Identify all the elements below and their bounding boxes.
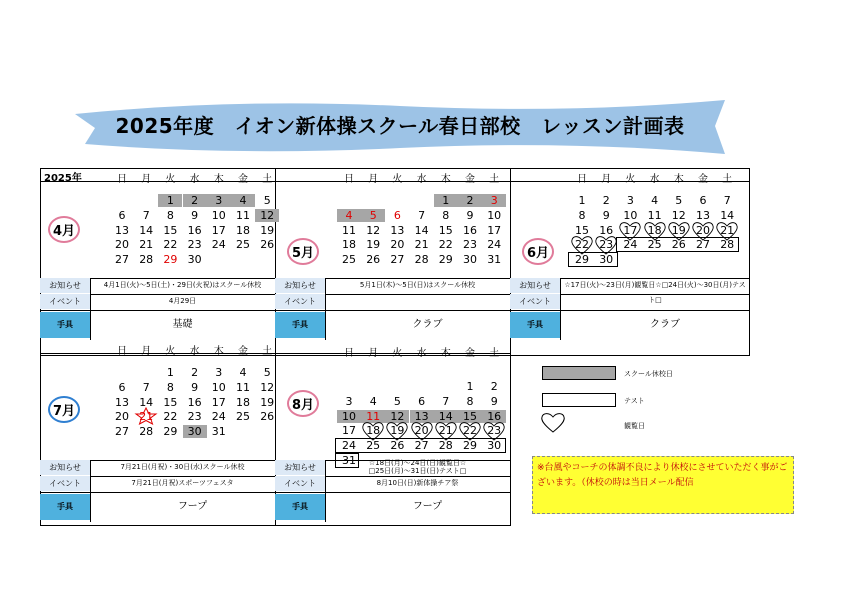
tools-text: クラブ [412, 319, 443, 330]
weekday-label: 日 [344, 174, 354, 185]
calendar-day: 12 [671, 208, 686, 222]
calendar-day: 30 [187, 253, 202, 267]
legend-closed-swatch [542, 366, 616, 380]
star-icon [133, 407, 159, 425]
weekday-label: 月 [601, 174, 612, 185]
calendar-day: 2 [458, 194, 482, 207]
weekday-label: 月 [141, 174, 152, 185]
event-label: イベント [40, 294, 90, 309]
weekday-label: 水 [649, 174, 660, 185]
calendar-day: 18 [236, 223, 250, 237]
calendar-day: 23 [187, 410, 202, 424]
calendar-day: 8 [578, 208, 586, 222]
calendar-day: 4 [231, 194, 255, 207]
calendar-day: 6 [699, 194, 707, 207]
calendar-day: 14 [139, 395, 154, 409]
event-text: 4月29日 [168, 297, 197, 305]
calendar-day: 16 [187, 395, 202, 409]
calendar-day: 20 [414, 424, 429, 438]
calendar-day: 7 [142, 380, 150, 394]
calendar-day: 22 [438, 238, 453, 252]
calendar-day: 18 [366, 424, 381, 438]
calendar-day: 20 [115, 238, 129, 252]
weekday-label: 水 [189, 346, 200, 357]
label-divider [90, 278, 91, 340]
calendar-day: 1 [158, 194, 182, 207]
calendar-day: 7 [418, 208, 426, 222]
event-text: 7月21日(月祝)スポーツフェスタ [131, 479, 234, 487]
calendar-day: 26 [260, 410, 275, 424]
calendar-day: 23 [487, 424, 502, 438]
calendar-day: 10 [337, 410, 361, 423]
info-line [275, 310, 510, 311]
calendar-day: 1 [466, 380, 474, 393]
tools-label: 手具 [510, 312, 560, 338]
calendar-day: 10 [487, 208, 502, 222]
calendar-day: 3 [482, 194, 506, 207]
tools-text: フープ [177, 501, 208, 512]
calendar-day: 10 [623, 208, 638, 222]
calendar-day: 23 [463, 238, 477, 252]
weekday-label: 木 [213, 346, 224, 357]
weekday-label: 土 [262, 346, 273, 357]
calendar-day: 5 [263, 194, 271, 207]
calendar-day: 28 [414, 253, 429, 267]
calendar-day: 21 [720, 223, 735, 237]
calendar-day: 25 [366, 439, 381, 453]
weekday-label: 月 [368, 348, 379, 359]
calendar-day: 15 [575, 223, 589, 237]
calendar-day: 1 [578, 194, 586, 207]
calendar-day: 1 [166, 366, 174, 379]
weekday-label: 土 [262, 174, 273, 185]
calendar-day: 9 [602, 208, 610, 222]
calendar-day: 8 [166, 208, 174, 222]
calendar-day: 21 [139, 238, 154, 252]
month-badge: 7月 [48, 396, 80, 423]
calendar-day: 27 [414, 439, 429, 453]
calendar-day: 4 [369, 394, 377, 408]
calendar-day: 24 [342, 439, 356, 453]
calendar-day: 21 [438, 424, 453, 438]
event-label: イベント [275, 294, 325, 309]
calendar-day: 29 [463, 439, 477, 453]
calendar-day: 24 [623, 238, 638, 252]
header-underline [40, 353, 275, 354]
calendar-day: 2 [183, 194, 207, 207]
test-box [568, 252, 618, 267]
calendar-day: 12 [385, 410, 409, 423]
weekday-label: 金 [465, 348, 475, 359]
calendar-day: 24 [487, 238, 502, 252]
weekday-label: 月 [368, 174, 379, 185]
calendar-day: 21 [414, 238, 429, 252]
weekday-label: 金 [238, 346, 248, 357]
calendar-day: 1 [434, 194, 458, 207]
calendar-day: 14 [139, 223, 154, 237]
calendar-day: 15 [163, 223, 178, 237]
calendar-day: 15 [458, 410, 482, 423]
calendar-day: 5 [361, 209, 385, 222]
calendar-day: 26 [671, 238, 686, 252]
tools-label: 手具 [275, 494, 325, 520]
weekday-label: 日 [117, 346, 127, 357]
weekday-label: 木 [440, 174, 451, 185]
calendar-day: 26 [390, 439, 405, 453]
header-underline [510, 181, 750, 182]
calendar-day: 17 [211, 223, 226, 237]
calendar-day: 14 [414, 223, 429, 237]
calendar-day: 28 [139, 253, 154, 267]
calendar-day: 17 [211, 395, 226, 409]
calendar-day: 6 [393, 208, 401, 222]
legend-closed-label: スクール休校日 [624, 370, 673, 378]
calendar-day: 29 [575, 253, 589, 267]
calendar-day: 7 [442, 394, 450, 408]
calendar-day: 3 [215, 366, 223, 379]
calendar-day: 25 [236, 410, 250, 424]
calendar-day: 5 [393, 394, 401, 408]
weekday-label: 火 [165, 346, 176, 357]
weekday-label: 日 [344, 348, 354, 359]
calendar-day: 11 [236, 208, 250, 222]
info-line [40, 310, 275, 311]
calendar-day: 9 [191, 380, 199, 394]
calendar-day: 3 [207, 194, 231, 207]
notice-box: ※台風やコーチの体調不良により休校にさせていただく事がございます。（休校の時は当日メール配信 [532, 456, 794, 514]
calendar-day: 24 [211, 238, 226, 252]
calendar-day: 22 [163, 410, 178, 424]
calendar-day: 27 [390, 253, 405, 267]
calendar-day: 18 [647, 223, 662, 237]
calendar-day: 2 [191, 366, 199, 379]
calendar-day: 16 [187, 223, 202, 237]
calendar-day: 16 [482, 410, 506, 423]
calendar-day: 12 [366, 223, 381, 237]
notice-label: お知らせ [40, 460, 90, 475]
calendar-day: 16 [599, 223, 614, 237]
calendar-day: 19 [671, 223, 686, 237]
notice-text: 4月1日(火)〜5日(土)・29日(火祝)はスクール休校 [103, 281, 262, 289]
calendar-day: 19 [260, 395, 275, 409]
calendar-day: 25 [647, 238, 662, 252]
calendar-day: 23 [599, 238, 614, 252]
weekday-label: 金 [465, 174, 475, 185]
weekday-label: 木 [213, 174, 224, 185]
weekday-label: 水 [416, 348, 427, 359]
notice-text: ☆18日(月)〜24日(日)観覧日☆ [368, 459, 467, 467]
calendar-day: 6 [118, 208, 126, 222]
weekday-label: 木 [673, 174, 684, 185]
label-divider [325, 278, 326, 340]
notice-text: ☆17日(火)〜23日(月)観覧日☆□24日(火)〜30日(月)テスト□ [564, 281, 746, 304]
label-divider [325, 460, 326, 522]
calendar-day: 8 [166, 380, 174, 394]
calendar-day: 30 [487, 439, 502, 453]
weekday-label: 水 [416, 174, 427, 185]
calendar-day: 17 [487, 223, 502, 237]
weekday-label: 金 [698, 174, 708, 185]
calendar-day: 26 [260, 238, 275, 252]
calendar-day: 14 [720, 208, 735, 222]
calendar-day: 11 [236, 380, 250, 394]
header-underline [275, 353, 510, 354]
notice-label: お知らせ [275, 460, 325, 475]
label-divider [560, 278, 561, 340]
label-divider [90, 460, 91, 522]
legend-test-swatch [542, 393, 616, 407]
calendar-day: 6 [418, 394, 426, 408]
weekday-label: 水 [189, 174, 200, 185]
calendar-day: 15 [438, 223, 453, 237]
calendar-day: 2 [490, 380, 498, 393]
weekday-label: 月 [141, 346, 152, 357]
header-underline [275, 181, 510, 182]
weekday-label: 火 [625, 174, 636, 185]
event-text [562, 294, 748, 309]
weekday-label: 土 [489, 174, 500, 185]
calendar-day: 8 [466, 394, 474, 408]
calendar-day: 22 [163, 238, 178, 252]
calendar-day: 25 [342, 253, 356, 267]
notice-label: お知らせ [40, 278, 90, 293]
month-badge: 5月 [287, 238, 319, 265]
calendar-day: 17 [342, 424, 356, 438]
calendar-day: 6 [118, 380, 126, 394]
tools-label: 手具 [40, 312, 90, 338]
info-line [510, 310, 750, 311]
calendar-day: 4 [239, 366, 247, 379]
calendar-day: 28 [139, 425, 154, 439]
weekday-label: 土 [722, 174, 733, 185]
calendar-day: 3 [626, 194, 634, 207]
calendar-day: 28 [720, 238, 735, 252]
test-box [335, 438, 506, 453]
calendar-day: 8 [442, 208, 450, 222]
calendar-day: 30 [183, 425, 207, 438]
notice-label: お知らせ [510, 278, 560, 293]
calendar-day: 20 [390, 238, 405, 252]
calendar-day: 18 [236, 395, 250, 409]
calendar-day: 30 [463, 253, 477, 267]
event-text [327, 294, 508, 309]
calendar-day: 27 [115, 425, 129, 439]
calendar-day: 9 [490, 394, 498, 408]
calendar-day: 4 [651, 194, 659, 207]
test-box [616, 237, 739, 252]
tools-text: 基礎 [172, 319, 193, 330]
calendar-day: 9 [191, 208, 199, 222]
weekday-label: 日 [117, 174, 127, 185]
calendar-day: 23 [187, 238, 202, 252]
calendar-day: 13 [115, 223, 129, 237]
calendar-day: 13 [410, 410, 434, 423]
calendar-day: 26 [366, 253, 381, 267]
page-title: 2025年度 イオン新体操スクール春日部校 レッスン計画表 [115, 114, 685, 138]
tools-text: クラブ [650, 319, 680, 330]
month-badge: 8月 [287, 390, 319, 417]
calendar-day: 5 [675, 194, 683, 207]
tools-label: 手具 [40, 494, 90, 520]
month-badge: 4月 [48, 216, 80, 243]
title-banner [75, 96, 725, 158]
header-underline [40, 181, 275, 182]
weekday-label: 日 [577, 174, 587, 185]
calendar-day: 29 [438, 253, 453, 267]
notice-label: お知らせ [275, 278, 325, 293]
calendar-day: 24 [211, 410, 226, 424]
calendar-day: 28 [438, 439, 453, 453]
info-line [40, 492, 275, 493]
calendar-day: 19 [260, 223, 275, 237]
calendar-day: 13 [390, 223, 405, 237]
info-line [275, 492, 510, 493]
calendar-day: 27 [115, 253, 129, 267]
calendar-day: 13 [115, 395, 129, 409]
calendar-day: 15 [163, 395, 178, 409]
calendar-day: 20 [696, 223, 710, 237]
tools-label: 手具 [275, 312, 325, 338]
event-label: イベント [40, 476, 90, 491]
event-text: 8月10日(日)新体操チア祭 [376, 479, 459, 487]
calendar-day: 31 [211, 425, 226, 439]
calendar-day: 3 [345, 394, 353, 408]
weekday-label: 火 [165, 174, 176, 185]
calendar-day: 14 [434, 410, 458, 423]
calendar-day: 5 [263, 366, 271, 379]
heart-icon [540, 411, 566, 434]
calendar-day: 19 [366, 238, 381, 252]
event-label: イベント [275, 476, 325, 491]
calendar-day: 25 [236, 238, 250, 252]
calendar-day: 11 [342, 223, 356, 237]
weekday-label: 火 [392, 174, 403, 185]
calendar-day: 19 [390, 424, 405, 438]
calendar-day: 22 [463, 424, 477, 438]
calendar-day: 11 [647, 208, 662, 222]
calendar-day: 9 [466, 208, 474, 222]
calendar-day: 16 [463, 223, 477, 237]
calendar-day: 13 [696, 208, 710, 222]
calendar-day: 30 [599, 253, 614, 267]
calendar-day: 17 [623, 223, 638, 237]
calendar-day: 20 [115, 410, 129, 424]
calendar-day: 21 [139, 410, 154, 424]
calendar-day: 10 [211, 208, 226, 222]
legend-test-label: テスト [624, 397, 645, 405]
calendar-day: 29 [163, 253, 178, 267]
weekday-label: 火 [392, 348, 403, 359]
calendar-day: 31 [342, 454, 356, 467]
year-label: 2025年 [44, 173, 82, 184]
calendar-day: 4 [337, 209, 361, 222]
calendar-day: 22 [575, 238, 589, 252]
month-badge: 6月 [522, 238, 554, 265]
calendar-day: 7 [723, 194, 731, 207]
calendar-day: 2 [602, 194, 610, 207]
calendar-day: 31 [487, 253, 502, 267]
legend-viewing-label: 観覧日 [624, 422, 645, 430]
notice-text: □25日(月)〜31日(日)テスト□ [368, 467, 467, 475]
calendar-day: 18 [342, 238, 356, 252]
calendar-day: 11 [361, 410, 385, 423]
weekday-label: 木 [440, 348, 451, 359]
calendar-day: 7 [142, 208, 150, 222]
calendar-day: 12 [260, 380, 275, 394]
weekday-label: 金 [238, 174, 248, 185]
notice-text: 5月1日(木)〜5日(日)はスクール休校 [359, 281, 476, 289]
event-label: イベント [510, 294, 560, 309]
tools-text: フープ [412, 501, 443, 512]
weekday-label: 土 [489, 348, 500, 359]
notice-text: 7月21日(月祝)・30日(水)スクール休校 [120, 463, 245, 471]
calendar-day: 29 [163, 425, 178, 439]
calendar-day: 27 [696, 238, 710, 252]
calendar-day: 12 [255, 209, 279, 222]
calendar-day: 10 [211, 380, 226, 394]
